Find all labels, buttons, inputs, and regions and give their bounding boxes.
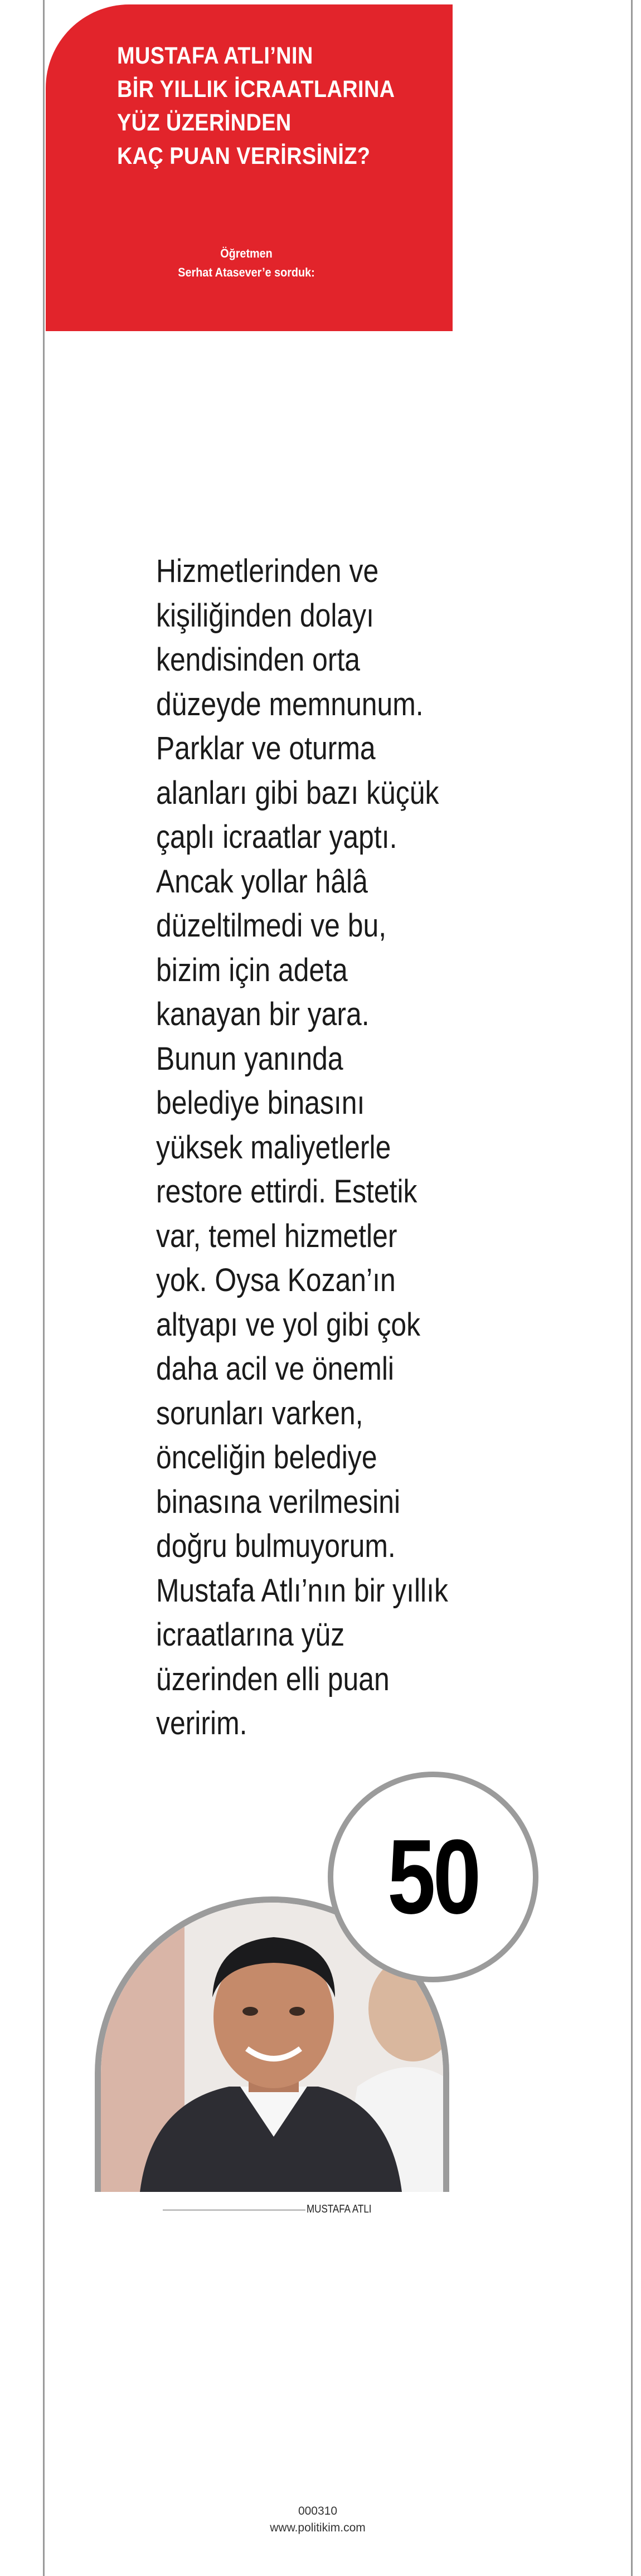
asked-person: Serhat Atasever’e sorduk: xyxy=(178,265,315,279)
answer-line: bizim için adeta xyxy=(156,952,348,988)
answer-line: binasına verilmesini xyxy=(156,1483,401,1520)
answer-line: doğru bulmuyorum. xyxy=(156,1528,396,1564)
answer-line: Bunun yanında xyxy=(156,1040,343,1077)
headline-line: BİR YILLIK İCRAATLARINA xyxy=(117,76,395,103)
answer-line: veririm. xyxy=(156,1705,247,1741)
answer-line: icraatlarına yüz xyxy=(156,1617,345,1653)
answer-line: kanayan bir yara. xyxy=(156,996,370,1032)
headline xyxy=(117,39,401,173)
answer-line: Ancak yollar hâlâ xyxy=(156,863,368,900)
answer-line: Mustafa Atlı’nın bir yıllık xyxy=(156,1572,448,1609)
answer-line: yüksek maliyetlerle xyxy=(156,1129,391,1166)
headline-line: MUSTAFA ATLI’NIN xyxy=(117,42,313,69)
answer-line: restore ettirdi. Estetik xyxy=(156,1173,417,1210)
asked-block xyxy=(156,244,337,282)
answer-line: var, temel hizmetler xyxy=(156,1217,397,1254)
score-value: 50 xyxy=(387,1818,479,1936)
footer-website: www.politikim.com xyxy=(270,2521,366,2534)
answer-line: Parklar ve oturma xyxy=(156,730,376,767)
answer-line: düzeltilmedi ve bu, xyxy=(156,908,387,944)
score-circle xyxy=(328,1772,538,1982)
headline-line: KAÇ PUAN VERİRSİNİZ? xyxy=(117,143,371,169)
portrait-caption: MUSTAFA ATLI xyxy=(307,2203,372,2215)
answer-line: alanları gibi bazı küçük xyxy=(156,774,439,811)
answer-line: kendisinden orta xyxy=(156,642,361,678)
answer-text xyxy=(156,549,492,1746)
answer-line: belediye binasını xyxy=(156,1085,365,1121)
answer-line: çaplı icraatlar yaptı. xyxy=(156,819,397,855)
answer-line: yok. Oysa Kozan’ın xyxy=(156,1262,396,1298)
asked-label: Öğretmen xyxy=(220,246,273,260)
footer-code: 000310 xyxy=(298,2505,338,2517)
answer-line: altyapı ve yol gibi çok xyxy=(156,1306,421,1343)
footer xyxy=(240,2503,396,2536)
answer-line: sorunları varken, xyxy=(156,1395,363,1432)
answer-line: önceliğin belediye xyxy=(156,1439,377,1476)
header-box xyxy=(46,4,453,331)
answer-line: düzeyde memnunum. xyxy=(156,686,424,722)
headline-line: YÜZ ÜZERİNDEN xyxy=(117,109,292,136)
answer-line: daha acil ve önemli xyxy=(156,1351,395,1387)
answer-line: Hizmetlerinden ve xyxy=(156,553,379,589)
answer-line: kişiliğinden dolayı xyxy=(156,597,374,634)
answer-line: üzerinden elli puan xyxy=(156,1661,390,1697)
